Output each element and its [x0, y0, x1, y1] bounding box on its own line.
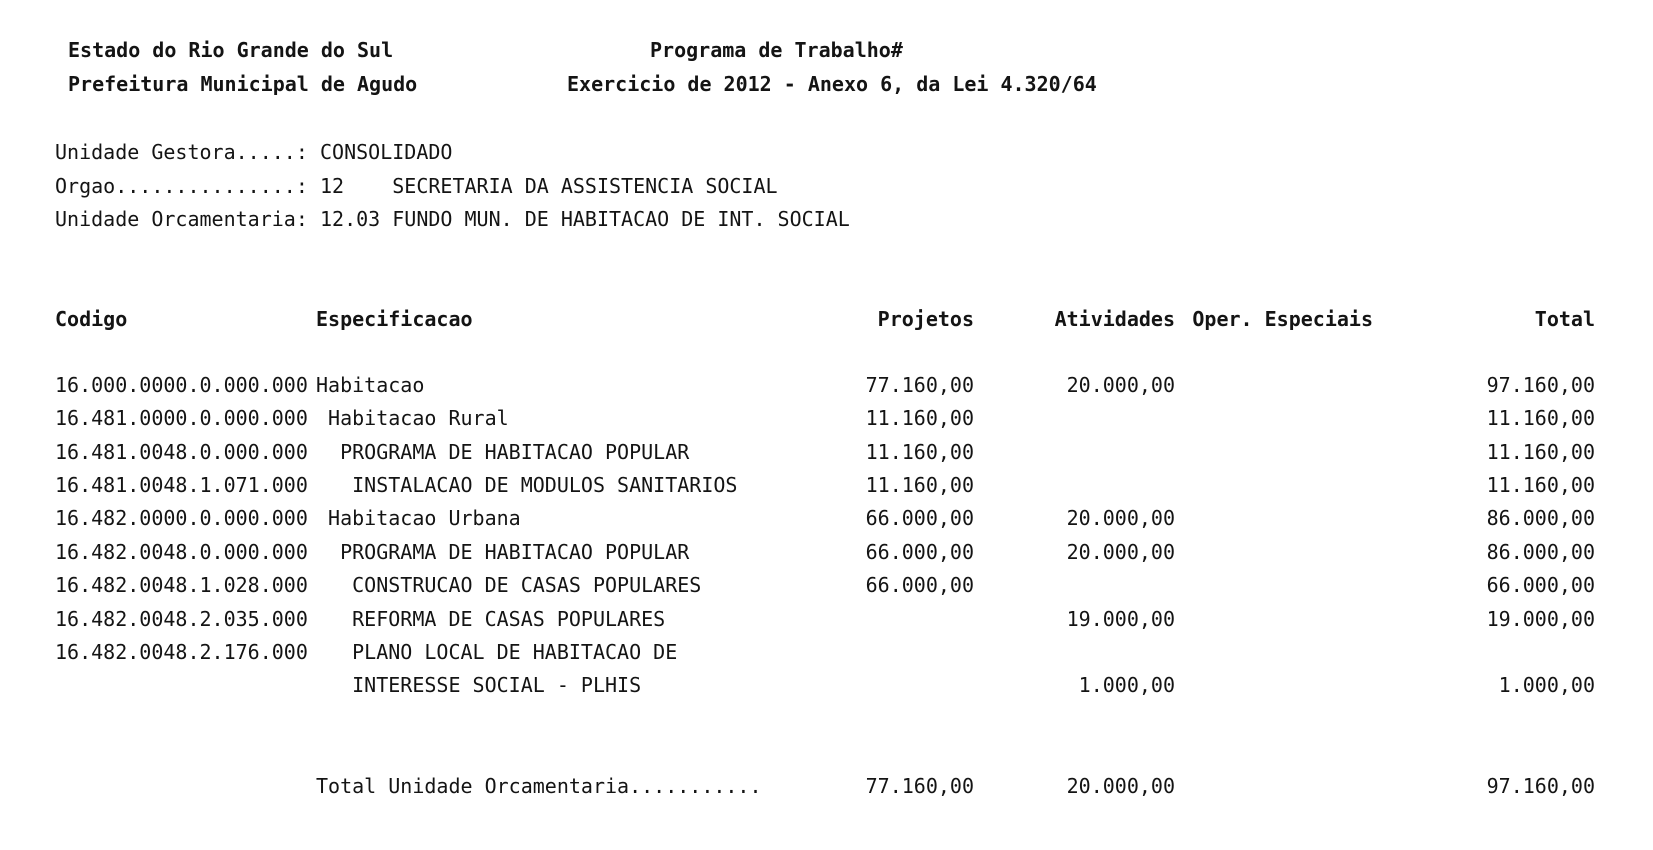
row-projetos: 66.000,00	[865, 506, 974, 530]
footer-total-label: Total Unidade Orcamentaria...........	[316, 774, 762, 798]
orgao-value: 12 SECRETARIA DA ASSISTENCIA SOCIAL	[320, 174, 778, 198]
col-header-oper-especiais: Oper. Especiais	[1192, 307, 1373, 331]
footer-total-total: 97.160,00	[1486, 774, 1595, 798]
orgao-label: Orgao...............:	[55, 174, 308, 198]
row-projetos: 77.160,00	[865, 373, 974, 397]
org-state-name: Estado do Rio Grande do Sul	[68, 38, 394, 62]
row-total: 19.000,00	[1486, 607, 1595, 631]
row-especificacao: PLANO LOCAL DE HABITACAO DE	[316, 640, 678, 664]
col-header-especificacao: Especificacao	[316, 307, 473, 331]
unidade-orcamentaria-label: Unidade Orcamentaria:	[55, 207, 308, 231]
unidade-gestora-label: Unidade Gestora.....:	[55, 140, 308, 164]
row-especificacao: PROGRAMA DE HABITACAO POPULAR	[316, 440, 690, 464]
footer-total-atividades: 20.000,00	[1066, 774, 1175, 798]
col-header-codigo: Codigo	[55, 307, 128, 331]
row-codigo: 16.482.0048.2.176.000	[55, 640, 308, 664]
row-especificacao: INTERESSE SOCIAL - PLHIS	[316, 673, 642, 697]
row-projetos: 66.000,00	[865, 540, 974, 564]
row-codigo: 16.482.0048.2.035.000	[55, 607, 308, 631]
row-total: 66.000,00	[1486, 573, 1595, 597]
row-total: 97.160,00	[1486, 373, 1595, 397]
row-codigo: 16.482.0048.0.000.000	[55, 540, 308, 564]
row-codigo: 16.482.0048.1.028.000	[55, 573, 308, 597]
row-especificacao: CONSTRUCAO DE CASAS POPULARES	[316, 573, 702, 597]
unidade-orcamentaria-value: 12.03 FUNDO MUN. DE HABITACAO DE INT. SOCIAL	[320, 207, 850, 231]
row-atividades: 20.000,00	[1066, 506, 1175, 530]
footer-total-projetos: 77.160,00	[865, 774, 974, 798]
row-total: 1.000,00	[1498, 673, 1595, 697]
report-subtitle: Exercicio de 2012 - Anexo 6, da Lei 4.320/64	[567, 72, 1097, 96]
row-especificacao: PROGRAMA DE HABITACAO POPULAR	[316, 540, 690, 564]
row-total: 11.160,00	[1486, 440, 1595, 464]
row-codigo: 16.000.0000.0.000.000	[55, 373, 308, 397]
org-municipality: Prefeitura Municipal de Agudo	[68, 72, 418, 96]
row-codigo: 16.481.0048.0.000.000	[55, 440, 308, 464]
row-codigo: 16.481.0048.1.071.000	[55, 473, 308, 497]
row-atividades: 1.000,00	[1078, 673, 1175, 697]
col-header-total: Total	[1534, 307, 1595, 331]
row-especificacao: Habitacao Urbana	[316, 506, 521, 530]
col-header-atividades: Atividades	[1054, 307, 1175, 331]
row-especificacao: Habitacao Rural	[316, 406, 509, 430]
row-projetos: 11.160,00	[865, 440, 974, 464]
col-header-projetos: Projetos	[877, 307, 974, 331]
row-especificacao: INSTALACAO DE MODULOS SANITARIOS	[316, 473, 738, 497]
row-projetos: 66.000,00	[865, 573, 974, 597]
row-atividades: 19.000,00	[1066, 607, 1175, 631]
row-total: 86.000,00	[1486, 506, 1595, 530]
row-total: 86.000,00	[1486, 540, 1595, 564]
report-title: Programa de Trabalho#	[650, 38, 903, 62]
row-projetos: 11.160,00	[865, 406, 974, 430]
row-especificacao: Habitacao	[316, 373, 425, 397]
row-especificacao: REFORMA DE CASAS POPULARES	[316, 607, 666, 631]
row-total: 11.160,00	[1486, 406, 1595, 430]
row-codigo: 16.481.0000.0.000.000	[55, 406, 308, 430]
row-atividades: 20.000,00	[1066, 373, 1175, 397]
row-projetos: 11.160,00	[865, 473, 974, 497]
row-codigo: 16.482.0000.0.000.000	[55, 506, 308, 530]
row-atividades: 20.000,00	[1066, 540, 1175, 564]
unidade-gestora-value: CONSOLIDADO	[320, 140, 453, 164]
row-total: 11.160,00	[1486, 473, 1595, 497]
